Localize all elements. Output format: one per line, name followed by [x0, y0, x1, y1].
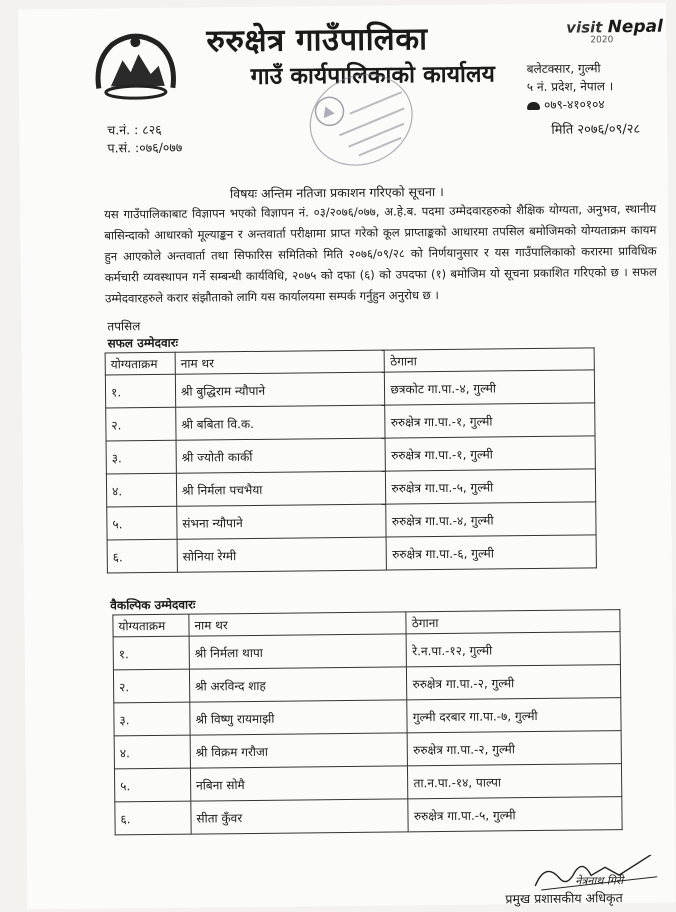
table-row — [105, 370, 594, 408]
address-cell: रुरुक्षेत्र गा.पा.-२, गुल्मी — [408, 731, 622, 766]
table-row — [113, 665, 620, 703]
alternate-candidates-table — [112, 609, 622, 835]
rank-cell: ६. — [115, 801, 191, 835]
rank-cell: ३. — [106, 440, 176, 474]
tapasil-label: तपसिल — [107, 319, 141, 334]
office-title: रुरुक्षेत्र गाउँपालिका — [206, 21, 428, 60]
column-name: नाम थर — [189, 612, 407, 636]
name-cell: श्री अरविन्द शाह — [189, 667, 407, 702]
column-address: ठेगाना — [406, 610, 620, 634]
rank-cell: ३. — [114, 702, 190, 736]
rank-cell: ४. — [114, 735, 190, 769]
name-cell: नबिना सोमै — [190, 766, 408, 801]
visit-nepal-year: 2020 — [590, 35, 614, 46]
rank-cell: १. — [105, 374, 175, 408]
address-line-1: बलेटक्सार, गुल्मी — [526, 61, 601, 77]
name-cell: श्री बुद्धिराम न्यौपाने — [175, 372, 385, 407]
notice-date: मिति २०७६/०९/२८ — [551, 121, 641, 138]
address-cell: रुरुक्षेत्र गा.पा.-१, गुल्मी — [385, 436, 595, 471]
address-cell: रे.न.पा.-१२, गुल्मी — [407, 632, 621, 667]
address-cell: रुरुक्षेत्र गा.पा.-४, गुल्मी — [386, 502, 596, 537]
table-row — [114, 764, 621, 802]
notice-subject: विषयः अन्तिम नतिजा प्रकाशन गरिएको सूचना । — [229, 183, 444, 202]
address-cell: ता.न.पा.-१४, पाल्पा — [408, 764, 622, 799]
table-row — [113, 632, 620, 670]
address-cell: गुल्मी दरबार गा.पा.-७, गुल्मी — [407, 698, 621, 733]
table-row — [107, 535, 596, 573]
column-rank: योग्यताक्रम — [113, 614, 189, 637]
name-cell: श्री बबिता वि.क. — [176, 405, 386, 440]
address-cell: रुरुक्षेत्र गा.पा.-६, गुल्मी — [387, 535, 597, 570]
address-cell: रुरुक्षेत्र गा.पा.-५, गुल्मी — [408, 797, 622, 832]
rank-cell: ५. — [114, 768, 190, 802]
table-row — [106, 436, 595, 474]
phone-line: ०७९-४१०१०४ — [527, 95, 605, 113]
successful-candidates-table — [105, 347, 597, 573]
name-cell: श्री ज्योती कार्की — [176, 438, 386, 473]
rank-cell: ४. — [106, 473, 176, 507]
name-cell: श्री निर्मला थापा — [189, 634, 407, 669]
dispatch-number: च.नं. : ८२६ — [107, 121, 162, 138]
signatory-name-stamp: नेत्रनाथ गिरी — [575, 874, 624, 888]
address-line-2: ५ नं. प्रदेश, नेपाल । — [526, 79, 614, 95]
name-cell: श्री विक्रम गरौजा — [190, 733, 408, 768]
nepal-emblem-icon — [92, 30, 179, 103]
name-cell: सीता कुँवर — [191, 799, 409, 834]
name-cell: श्री विष्णु रायमाझी — [190, 700, 408, 735]
column-rank: योग्यताक्रम — [105, 352, 175, 375]
rank-cell: १. — [113, 636, 189, 670]
rank-cell: २. — [113, 669, 189, 703]
column-address: ठेगाना — [385, 348, 595, 372]
address-cell: छत्रकोट गा.पा.-४, गुल्मी — [385, 370, 595, 405]
column-name: नाम थर — [175, 350, 385, 374]
name-cell: संभना न्यौपाने — [177, 504, 387, 539]
office-subtitle: गाउँ कार्यपालिकाको कार्यालय — [250, 61, 496, 90]
table-row — [106, 403, 595, 441]
name-cell: सोनिया रेग्मी — [177, 537, 387, 572]
rank-cell: ६. — [107, 539, 177, 573]
rank-cell: ५. — [107, 506, 177, 540]
fiscal-year: प.सं. :०७६/०७७ — [107, 139, 183, 156]
name-cell: श्री निर्मला पचभैया — [176, 471, 386, 506]
address-cell: रुरुक्षेत्र गा.पा.-२, गुल्मी — [407, 665, 621, 700]
table-row — [115, 797, 622, 835]
table-row — [114, 698, 621, 736]
alternate-heading: वैकल्पिक उम्मेदवारः — [110, 597, 196, 613]
address-cell: रुरुक्षेत्र गा.पा.-१, गुल्मी — [385, 403, 595, 438]
table-row — [114, 731, 621, 769]
phone-icon — [527, 101, 540, 109]
rank-cell: २. — [106, 407, 176, 441]
signatory-title: प्रमुख प्रशासकीय अधिकृत — [505, 890, 623, 907]
notice-page — [18, 3, 675, 910]
table-row — [107, 502, 596, 540]
notice-body: यस गाउँपालिकाबाट विज्ञापन भएको विज्ञापन नं. ०३/२०७६/०७७, अ.हे.ब. पदमा उम्मेदवारहरुको शैक्षिक योग्यता, अनुभव, स्थानीय बासिन्दाको आधारको मूल्याङ्कन र अन्तवार्ता परीक्षामा प्राप्त गरेको कूल प्राप्ताङ्कको आधारमा तपसिल बमोजिमको योग्यताक्रम कायम हुन आएकोले अन्तवार्ता तथा सिफारिस समितिको मिति २०७६/०९/२८ को निर्णयानुसार र यस गाउँपालिकाको करारमा प्राविधिक कर्मचारी व्यवस्थापन गर्ने सम्बन्धी कार्यविधि, २०७५ को दफा (६) को उपदफा (१) बमोजिम यो सूचना प्रकाशित गरिएको छ । सफल उम्मेदवारहरुले करार संझौताको लागि यस कार्यालयमा सम्पर्क गर्नुहुन अनुरोध छ । — [104, 201, 657, 306]
visit-nepal-logo: visit Nepal — [566, 16, 663, 38]
address-cell: रुरुक्षेत्र गा.पा.-५, गुल्मी — [386, 469, 596, 504]
successful-heading: सफल उम्मेदवारः — [107, 335, 179, 351]
table-row — [106, 469, 595, 507]
